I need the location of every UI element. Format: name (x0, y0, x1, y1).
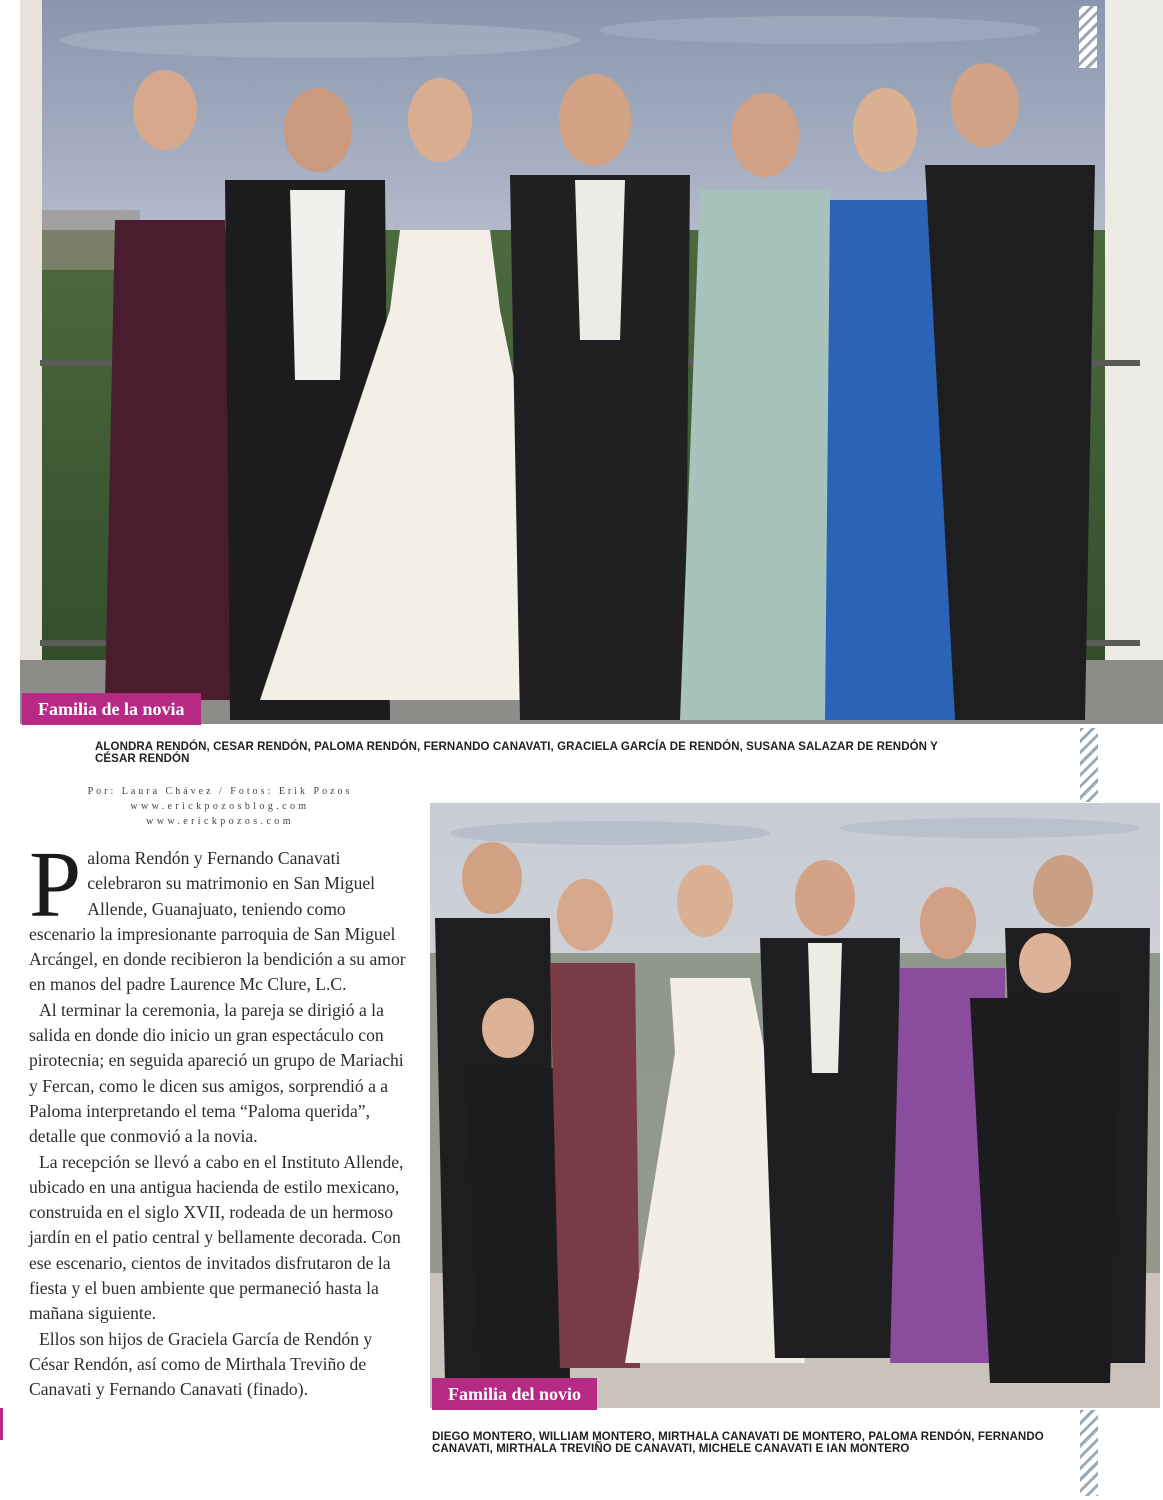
website-link-blog: www.erickpozosblog.com (130, 801, 310, 812)
drop-cap: P (29, 833, 82, 937)
article-paragraph-3: La recepción se llevó a cabo en el Instituto Allende, ubicado en una antigua hacienda de estilo mexicano, construida en el siglo XVII, rodeada de un hermoso jardín en el patio central y bellamente decorada. Con ese escenario, cientos de invitados disfrutaron de la fiesta y el buen ambiente que permaneció hasta la mañana siguiente. (29, 1151, 404, 1324)
decorative-stripe-bottom (1080, 1410, 1098, 1496)
article-paragraph-1-text: aloma Rendón y Fernando Canavati celebraron su matrimonio en San Miguel Allende, Guanajuato, teniendo como escenario la impresionante parroquia de San Miguel Arcángel, en donde recibieron la bendición a su amor en manos del padre Laurence Mc Clure, L.C. (29, 848, 406, 995)
bride-family-photo-illustration (20, 0, 1163, 724)
photo-label-bride-family: Familia de la novia (22, 693, 201, 725)
article-paragraph-2: Al terminar la ceremonia, la pareja se dirigió a la salida en donde dio inicio un gran espectáculo con pirotecnia; en seguida apareció un grupo de Mariachi y Fercan, como le dicen sus amigos, sorprendió a a Paloma interpretando el tema “Paloma querida”, detalle que conmovió a la novia. (29, 999, 404, 1147)
article-body (29, 833, 414, 1403)
photo-caption-bride-family: ALONDRA RENDÓN, CESAR RENDÓN, PALOMA RENDÓN, FERNANDO CANAVATI, GRACIELA GARCÍA DE RENDÓN, SUSANA SALAZAR DE RENDÓN Y CÉSAR RENDÓN (95, 741, 938, 765)
page-edge-marker (0, 1408, 3, 1440)
byline: Por: Laura Chávez / Fotos: Erik Pozos (87, 786, 353, 797)
decorative-stripe-middle (1080, 728, 1098, 802)
article-paragraph-1 (29, 833, 414, 998)
groom-family-photo-illustration (430, 803, 1160, 1408)
bride-family-photo (20, 0, 1163, 724)
decorative-stripe-top (1079, 6, 1097, 68)
website-link: www.erickpozos.com (146, 816, 294, 827)
credits-block (30, 784, 410, 829)
groom-family-photo (430, 803, 1160, 1408)
article-paragraph-4: Ellos son hijos de Graciela García de Rendón y César Rendón, así como de Mirthala Treviño de Canavati y Fernando Canavati (finado). (29, 1328, 373, 1400)
photo-label-groom-family: Familia del novio (432, 1378, 597, 1410)
photo-caption-groom-family: DIEGO MONTERO, WILLIAM MONTERO, MIRTHALA CANAVATI DE MONTERO, PALOMA RENDÓN, FERNANDO CANAVATI, MIRTHALA TREVIÑO DE CANAVATI, MICHELE CANAVATI E IAN MONTERO (432, 1431, 1044, 1455)
